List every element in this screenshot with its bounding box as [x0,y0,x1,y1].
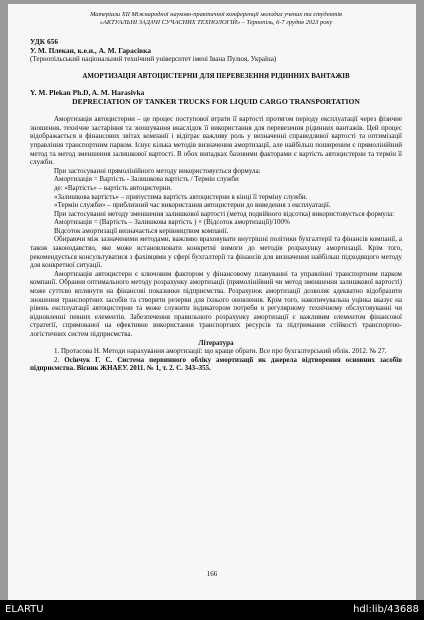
literature-item-1: 1. Протасова Н. Методи нарахування амортизації: що краще обрати. Все про бухгалтерський облік. 2012. № 27. [54,347,387,356]
definition-residual: «Залишкова вартість» – припустима вартість автоцистерни в кінці її терміну служби. [54,192,308,201]
paragraph-intro: Амортизація автоцистерни – це процес поступової втрати її вартості протягом періоду експлуатації через фізичне зношення, технічне застаріння та зношування внаслідок її використання для перевезення рідинних вантажів. Цей процес відображається в фінансових звітах компанії і відіграє важливу роль у визначенні справедливої вартості та оптимізації управління транспортним парком. Існує кілька методів визначення амортизації, але найбільш поширеним є прямолінійний метод та метод зменшення залишкової вартості. В обох випадках базовими факторами є вартість автоцистерни та термін її служби. [30,115,402,167]
formula-declining-balance: Амортизація = (Вартість – Залишкова вартість ) × (Відсоток амортизації)/100% [54,218,290,227]
paragraph-choosing-method: Обираючи між зазначеними методами, важливо враховувати внутрішні політики бухгалтерії та фінансів компанії, а також законодавство, яке може встановлювати конкретні вимоги до методів розрахунку амортизації. Крім того, рекомендується консультуватися з фахівцями у сфері бухгалтерії та фінансів для визначення найбільш підходящого методу для конкретної ситуації. [30,235,402,270]
document-page [8,4,416,600]
conference-header-line-2: «АКТУАЛЬНІ ЗАДАЧІ СУЧАСНИХ ТЕХНОЛОГІЙ» – Тернопіль, 6-7 грудня 2023 року [99,18,333,26]
footer-repository-name: ELARTU [5,604,44,615]
title-ua: АМОРТИЗАЦІЯ АВТОЦИСТЕРНИ ДЛЯ ПЕРЕВЕЗЕННЯ РІДИННИХ ВАНТАЖІВ [82,71,350,80]
footer-handle: hdl:lib/43688 [353,604,419,615]
literature-item-2 [30,356,402,373]
udk-code: УДК 656 [30,37,59,47]
paragraph-straight-line: При застосуванні прямолінійного методу використовується формула: [54,166,261,175]
conference-header [30,11,402,26]
title-en: DEPRECIATION OF TANKER TRUCKS FOR LIQUID CARGO TRANSPORTATION [72,97,360,107]
authors-ua: У. М. Плекан, к.е.н., А. М. Гарасівка [30,45,152,55]
literature-item-2-number: 2. [54,355,60,364]
page-number: 166 [206,570,218,578]
paragraph-conclusion: Амортизація автоцистерн є ключовим фактором у фінансовому плануванні та управлінні транспортним парком компанії. Обрання оптимального методу розрахунку амортизації (прямолінійний чи метод зменшення залишкової вартості) може суттєво вплинути на фінансові показники підприємства. Розрахунок амортизації дозволяє адекватно відобразити зношення транспортних засобів та створити резерви для їхнього оновлення. Крім того, накопичувальна уцінка вказує на рівень експлуатації автоцистерни та може служити індикатором потреби в регулярному технічному обслуговуванні чи відновленні певних елементів. Забезпечення правильного розрахунку амортизації є важливим елементом фінансової стратегії, спрямованої на ефективне використання транспортних ресурсів та підтримання стійкості транспортно-логістичних систем підприємства. [30,269,402,338]
literature-item-2-text: Осінчук Г. С. Система первинного обліку амортизації як джерела відтворення основних засобів підприємства. Вісник ЖНАЕУ. 2011. № 1, т. 2. С. 343–355. [30,355,402,373]
formula-straight-line: Амортизація = Вартість - Залишкова вартість / Термін служби [54,175,239,184]
definition-service-life: «Термін служби» – приблизний час використання автоцистерни до виведення з експлуатації. [54,201,331,210]
paragraph-rate-note: Відсоток амортизації визначається керівництвом компанії. [54,226,229,235]
conference-header-line-1: Матеріали XII Міжнародної науково-практичної конференції молодих учених та студентів [90,11,342,18]
article-body [30,115,402,373]
literature-title: Література [198,338,234,347]
authors-en: Y. M. Plekan Ph.D, A. M. Harasivka [30,87,145,97]
paragraph-declining-balance: При застосуванні методу зменшення залишкової вартості (метод подвійного відсотка) використовується формула: [54,209,395,218]
definition-cost: де: «Вартість» – вартість автоцистерни. [54,183,172,192]
affiliation: (Тернопільський національний технічний університет імені Івана Пулюя, Україна) [30,55,277,64]
repository-footer [0,600,424,620]
